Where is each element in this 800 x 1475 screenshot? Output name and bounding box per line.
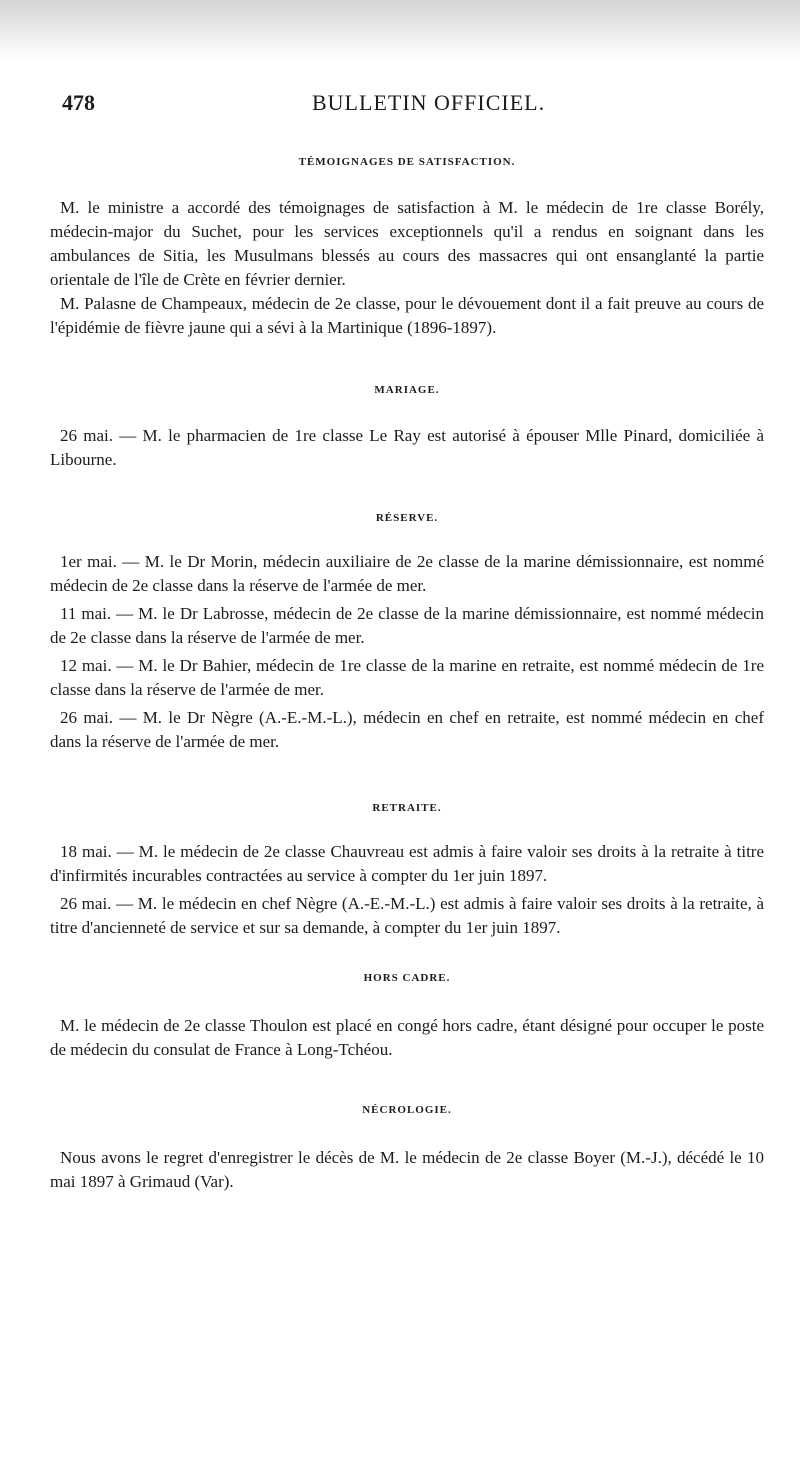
paragraph: M. le ministre a accordé des témoignages de satisfaction à M. le médecin de 1re classe Borély, médecin-major du Suchet, pour les services exceptionnels qu'il a rendus en soignant dans les ambulances de Sitia, les Musulmans blessés au cours des massacres qui ont ensanglanté la partie orientale de l'île de Crète en février dernier.	[50, 198, 764, 289]
scan-shadow	[0, 0, 800, 60]
page-content	[50, 150, 764, 1194]
section-heading: MARIAGE.	[374, 384, 440, 396]
section-temoignages	[50, 150, 764, 340]
paragraph: M. Palasne de Champeaux, médecin de 2e classe, pour le dévouement dont il a fait preuve au cours de l'épidémie de fièvre jaune qui a sévi à la Martinique (1896-1897).	[50, 294, 764, 337]
section-heading: RETRAITE.	[372, 802, 442, 814]
paragraph: 26 mai. — M. le Dr Nègre (A.-E.-M.-L.), médecin en chef en retraite, est nommé médecin en chef dans la réserve de l'armée de mer.	[50, 708, 764, 751]
section-mariage	[50, 378, 764, 472]
section-retraite	[50, 796, 764, 940]
paragraph: 1er mai. — M. le Dr Morin, médecin auxiliaire de 2e classe de la marine démissionnaire, est nommé médecin de 2e classe dans la réserve de l'armée de mer.	[50, 552, 764, 595]
section-heading: NÉCROLOGIE.	[362, 1104, 452, 1116]
paragraph: M. le médecin de 2e classe Thoulon est placé en congé hors cadre, étant désigné pour occuper le poste de médecin du consulat de France à Long-Tchéou.	[50, 1016, 764, 1059]
paragraph: 26 mai. — M. le pharmacien de 1re classe Le Ray est autorisé à épouser Mlle Pinard, domiciliée à Libourne.	[50, 426, 764, 469]
section-heading: RÉSERVE.	[375, 512, 439, 524]
running-head	[62, 90, 762, 124]
paragraph: 26 mai. — M. le médecin en chef Nègre (A.-E.-M.-L.) est admis à faire valoir ses droits à la retraite, à titre d'ancienneté de service et sur sa demande, à compter du 1er juin 1897.	[50, 894, 764, 937]
section-hors-cadre	[50, 966, 764, 1062]
journal-title: BULLETIN OFFICIEL.	[312, 90, 546, 115]
section-heading: TÉMOIGNAGES DE SATISFACTION.	[298, 156, 516, 168]
paragraph: 11 mai. — M. le Dr Labrosse, médecin de 2e classe de la marine démissionnaire, est nommé médecin de 2e classe dans la réserve de l'armée de mer.	[50, 604, 764, 647]
section-heading: HORS CADRE.	[363, 972, 451, 984]
section-necrologie	[50, 1098, 764, 1194]
section-reserve	[50, 506, 764, 754]
paragraph: Nous avons le regret d'enregistrer le décès de M. le médecin de 2e classe Boyer (M.-J.), décédé le 10 mai 1897 à Grimaud (Var).	[50, 1148, 764, 1191]
page-number: 478	[62, 90, 95, 115]
paragraph: 12 mai. — M. le Dr Bahier, médecin de 1re classe de la marine en retraite, est nommé médecin de 1re classe dans la réserve de l'armée de mer.	[50, 656, 764, 699]
paragraph: 18 mai. — M. le médecin de 2e classe Chauvreau est admis à faire valoir ses droits à la retraite à titre d'infirmités incurables contractées au service à compter du 1er juin 1897.	[50, 842, 764, 885]
